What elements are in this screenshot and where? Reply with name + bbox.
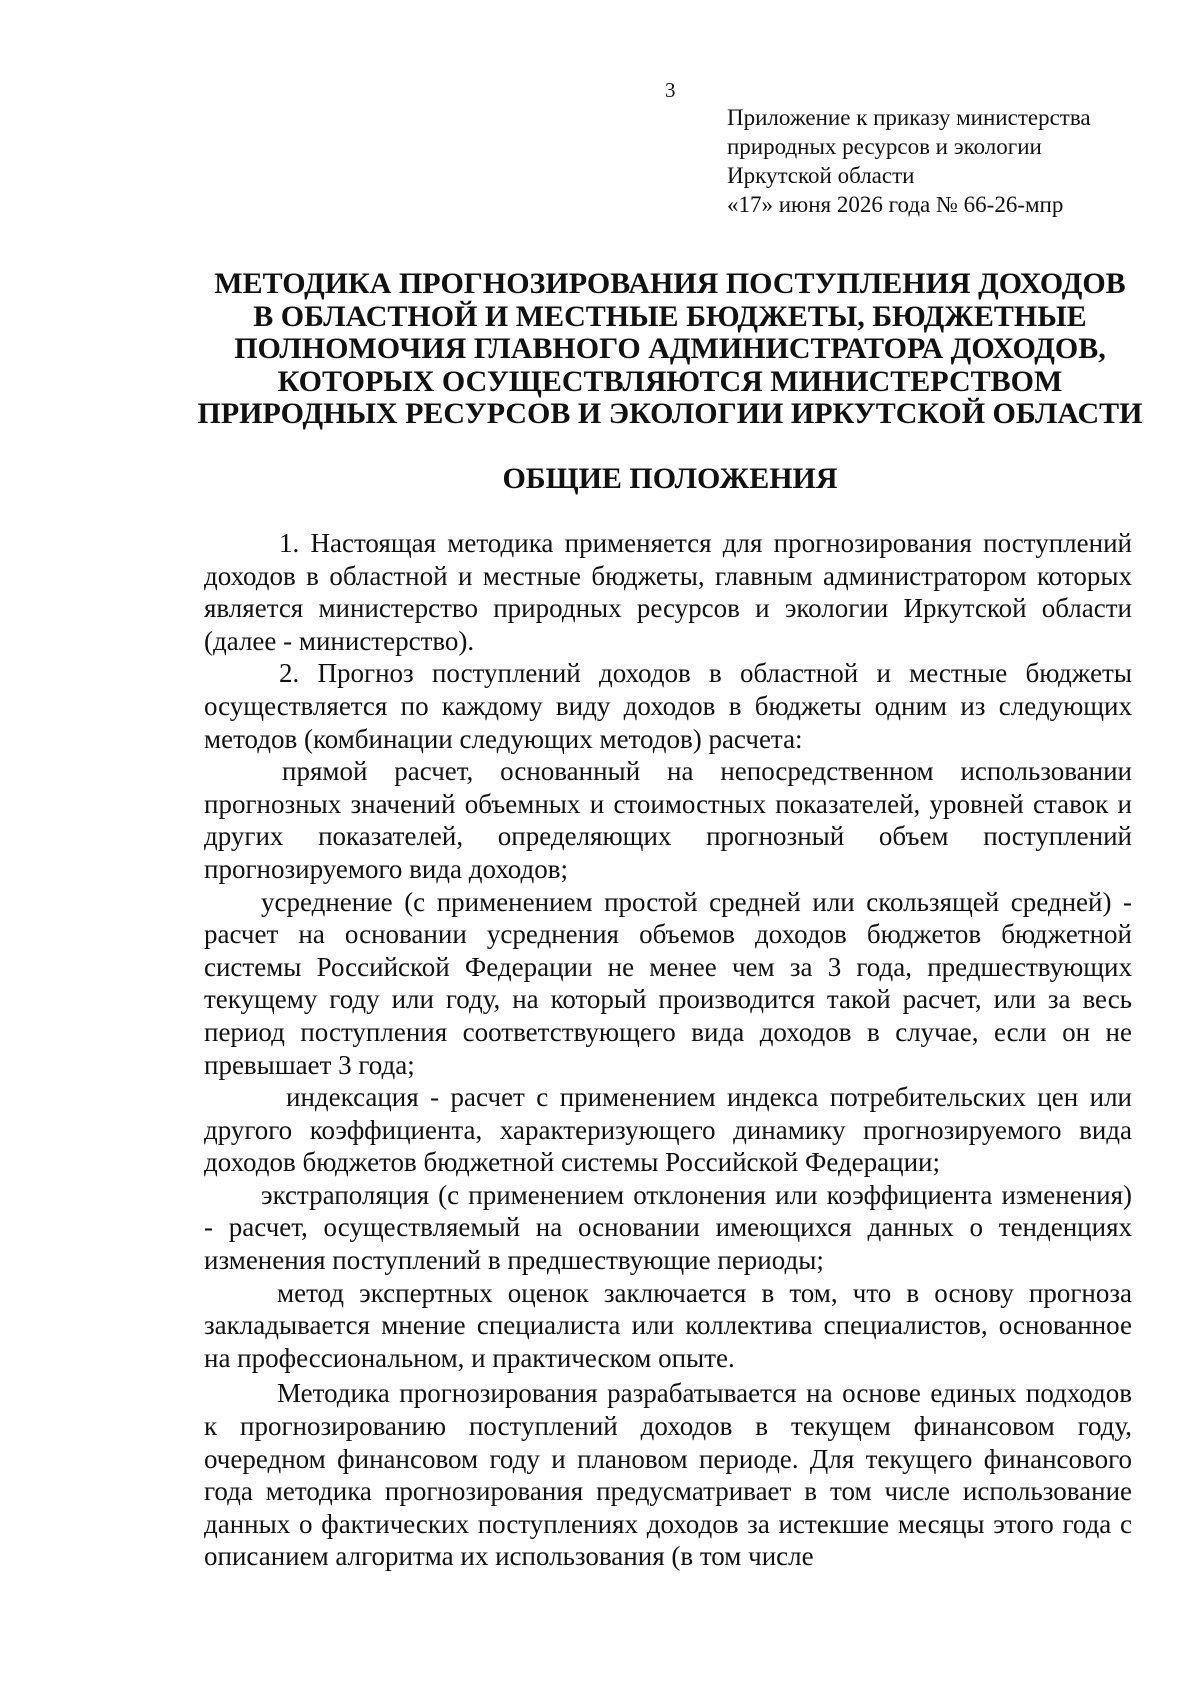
- section-title: ОБЩИЕ ПОЛОЖЕНИЯ: [502, 462, 838, 495]
- appendix-line: Иркутской области: [727, 163, 915, 188]
- paragraph: усреднение (с применением простой средней или скользящей средней) - расчет на основании усреднения объемов доходов бюджетов бюджетной системы Российской Федерации не менее чем за 3 года, предшествующих текущему году или году, на который производится такой расчет, или за весь период поступления соответствующего вида доходов в случае, если он не превышает 3 года;: [204, 886, 1132, 1080]
- appendix-line: «17» июня 2026 года № 66-26-мпр: [727, 192, 1064, 217]
- paragraph: прямой расчет, основанный на непосредственном использовании прогнозных значений объемных и стоимостных показателей, уровней ставок и других показателей, определяющих прогнозный объем поступлений прогнозируемого вида доходов;: [204, 756, 1132, 884]
- title-line: В ОБЛАСТНОЙ И МЕСТНЫЕ БЮДЖЕТЫ, БЮДЖЕТНЫЕ: [253, 299, 1087, 333]
- title-line: ПРИРОДНЫХ РЕСУРСОВ И ЭКОЛОГИИ ИРКУТСКОЙ ОБЛАСТИ: [197, 397, 1143, 430]
- paragraph: метод экспертных оценок заключается в том, что в основу прогноза закладывается мнение специалиста или коллектива специалистов, основанное на профессиональном, и практическом опыте.: [204, 1277, 1132, 1373]
- appendix-header: [727, 103, 1157, 219]
- appendix-line: природных ресурсов и экологии: [727, 134, 1042, 159]
- page-number: 3: [665, 78, 676, 102]
- paragraph: индексация - расчет с применением индекса потребительских цен или другого коэффициента, характеризующего динамику прогнозируемого вида доходов бюджетов бюджетной системы Российской Федерации;: [204, 1082, 1132, 1178]
- title-line: ПОЛНОМОЧИЯ ГЛАВНОГО АДМИНИСТРАТОРА ДОХОДОВ,: [234, 332, 1106, 365]
- paragraph: 1. Настоящая методика применяется для прогнозирования поступлений доходов в областной и местные бюджеты, главным администратором которых является министерство природных ресурсов и экологии Иркутской области (далее - министерство).: [204, 528, 1132, 656]
- paragraph: экстраполяция (с применением отклонения или коэффициента изменения) - расчет, осуществляемый на основании имеющихся данных о тенденциях изменения поступлений в предшествующие периоды;: [204, 1179, 1132, 1276]
- paragraph: 2. Прогноз поступлений доходов в областной и местные бюджеты осуществляется по каждому виду доходов в бюджеты одним из следующих методов (комбинации следующих методов) расчета:: [204, 658, 1132, 754]
- paragraph: Методика прогнозирования разрабатывается на основе единых подходов к прогнозированию поступлений доходов в текущем финансовом году, очередном финансовом году и плановом периоде. Для текущего финансового года методика прогнозирования предусматривает в том числе использование данных о фактических поступлениях доходов за истекшие месяцы этого года с описанием алгоритма их использования (в том числе: [204, 1378, 1132, 1572]
- title-line: МЕТОДИКА ПРОГНОЗИРОВАНИЯ ПОСТУПЛЕНИЯ ДОХОДОВ: [214, 267, 1126, 300]
- document-title: [190, 268, 1150, 431]
- title-line: КОТОРЫХ ОСУЩЕСТВЛЯЮТСЯ МИНИСТЕРСТВОМ: [277, 364, 1063, 398]
- document-body: [204, 527, 1132, 1573]
- appendix-line: Приложение к приказу министерства: [727, 105, 1091, 130]
